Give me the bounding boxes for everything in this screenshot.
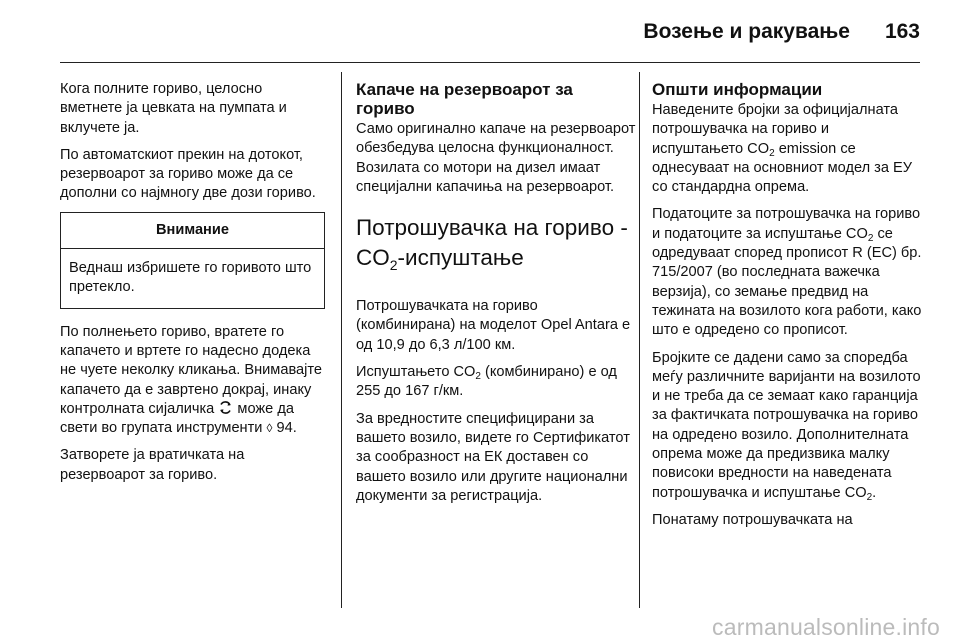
column-1	[60, 80, 325, 493]
paragraph: Само оригинално капаче на резервоарот обезбедува целосна функционалност. Возилата со мотори на дизел имаат специјални капачиња на резервоарот.	[356, 121, 636, 195]
page-reference-link[interactable]: 94.	[276, 420, 297, 437]
paragraph: Понатаму потрошувачката на	[652, 511, 853, 528]
paragraph: По автоматскиот прекин на дотокот, резервоарот за гориво може да се дополни со најмногу две дози гориво.	[60, 146, 316, 202]
page-title: Возење и ракување	[643, 20, 850, 43]
paragraph: Испуштањето $CO_2$ (комбинирано) е од 255 до 167 г/км.	[356, 364, 617, 400]
paragraph: Затворете ја вратичката на резервоарот за гориво.	[60, 447, 245, 483]
caution-text: Веднаш избришете го горивото што претекло.	[69, 260, 312, 296]
paragraph: Потрошувачката на гориво (комбинирана) на моделот Opel Antara е од 10,9 до 6,3 л/100 км.	[356, 298, 631, 353]
chapter-heading: Потрошувачка на гориво - $CO_2$-испуштање	[356, 215, 628, 274]
page-header	[60, 0, 920, 63]
paragraph	[60, 323, 325, 439]
section-heading: Општи информации	[652, 80, 823, 99]
paragraph: За вредностите специфицирани за вашето возило, видете го Сертификатот за сообразност на ЕК доставен со вашето возило или другите национални документи за регистрација.	[356, 410, 630, 504]
watermark-text: carmanualsonline.info	[712, 614, 940, 640]
column-2	[356, 80, 636, 514]
paragraph: Кога полните гориво, целосно вметнете ја цевката на пумпата и вклучете ја.	[60, 81, 287, 136]
column-divider-2	[639, 72, 640, 608]
paragraph-text: може да свети во групата инструменти	[60, 400, 294, 437]
paragraph-text: По полнењето гориво, вратете го капачето и вртете го надесно додека не чуете неколку кликања. Внимавајте капачето да е завртено докрај, инаку контролната сијаличка	[60, 323, 323, 417]
paragraph: Бројките се дадени само за споредба меѓу различните варијанти на возилото и не треба да се земаат како гаранција за фактичката потрошувачка на гориво на одредено возило. Дополнителната опрема може да предизвика малку повисоки вредности на наведената потрошувачка и испуштање $CO_2$.	[652, 349, 921, 503]
paragraph: Наведените бројки за официјалната потрошувачка на гориво и испуштањето $CO_2$ emission се однесуваат на основниот модел за ЕУ со стандардна опрема.	[652, 102, 913, 196]
paragraph: Податоците за потрошувачка на гориво и податоците за испуштање $CO_2$ се одредуваат според прописот R (EC) бр. 715/2007 (во последната важечка верзија), со земање предвид на тежината на возилото кога работи, како што е одредено со прописот.	[652, 206, 922, 339]
column-divider-1	[341, 72, 342, 608]
fuel-cap-warning-icon	[218, 401, 233, 414]
section-heading: Капаче на резервоарот за гориво	[356, 80, 573, 118]
page-number: 163	[884, 20, 920, 43]
caution-box	[60, 212, 325, 309]
caution-title: Внимание	[61, 213, 324, 249]
column-3	[652, 80, 924, 538]
reference-arrow-icon: ◊	[266, 421, 273, 436]
